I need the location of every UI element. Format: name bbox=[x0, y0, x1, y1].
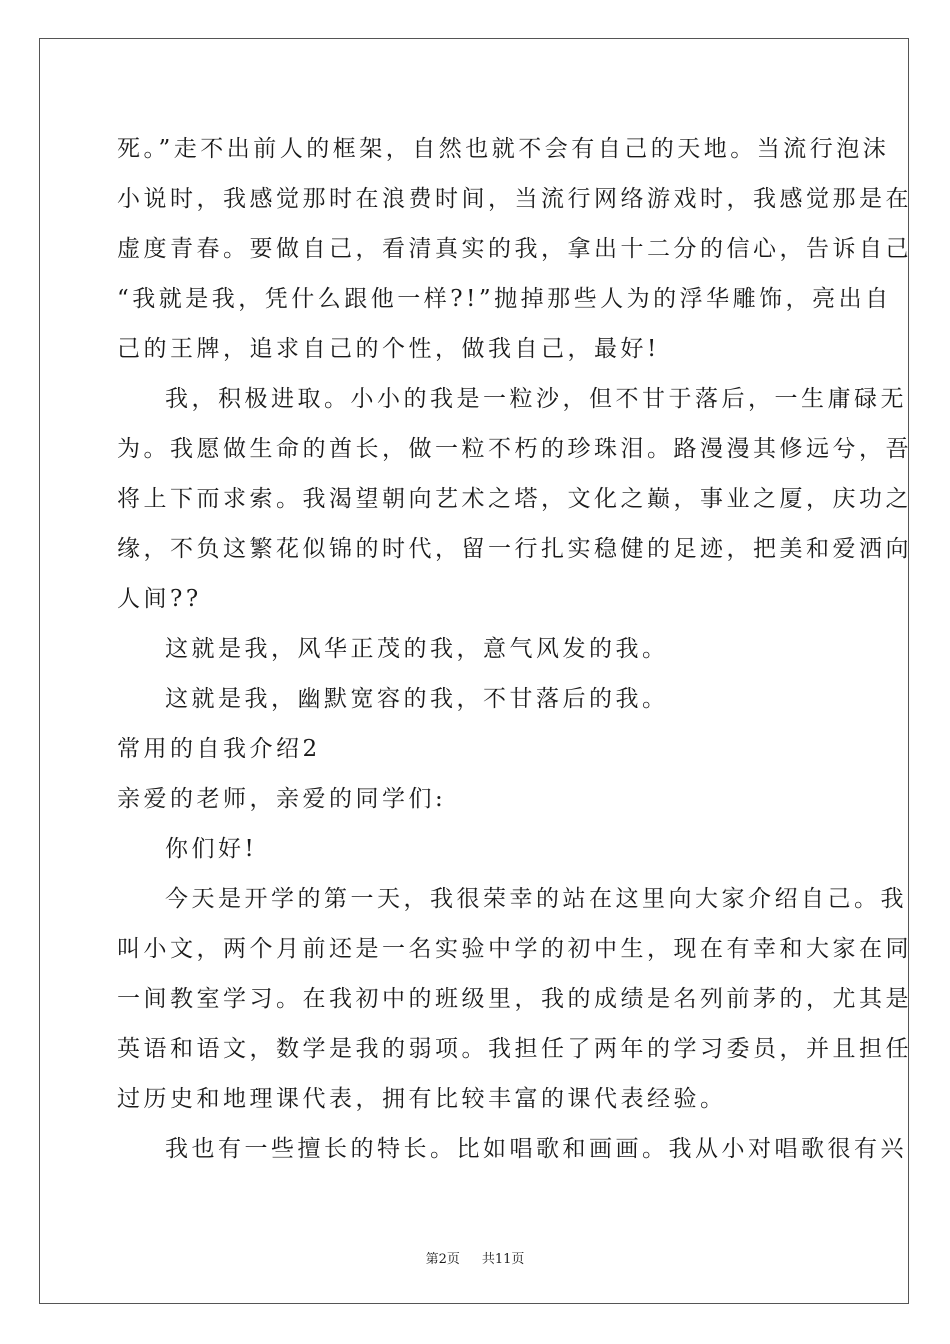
text-line-11: 这就是我，风华正茂的我，意气风发的我。 bbox=[165, 636, 669, 662]
text-line-1: 死。”走不出前人的框架，自然也就不会有自己的天地。当流行泡沫 bbox=[117, 136, 890, 162]
text-line-5: 己的王牌，追求自己的个性，做我自己，最好! bbox=[117, 336, 660, 362]
text-line-19: 英语和语文，数学是我的弱项。我担任了两年的学习委员，并且担任 bbox=[117, 1036, 912, 1062]
text-line-10: 人间?? bbox=[117, 586, 202, 612]
document-body bbox=[117, 124, 912, 1174]
page-number: 第2页 bbox=[425, 1252, 460, 1267]
text-line-2: 小说时，我感觉那时在浪费时间，当流行网络游戏时，我感觉那是在 bbox=[117, 186, 912, 212]
text-line-12: 这就是我，幽默宽容的我，不甘落后的我。 bbox=[165, 686, 669, 712]
text-line-4: “我就是我，凭什么跟他一样?!”抛掉那些人为的浮华雕饰，亮出自 bbox=[117, 286, 892, 312]
text-line-6: 我，积极进取。小小的我是一粒沙，但不甘于落后，一生庸碌无 bbox=[165, 386, 907, 412]
section-heading: 常用的自我介绍2 bbox=[117, 736, 321, 762]
text-line-8: 将上下而求索。我渴望朝向艺术之塔，文化之巅，事业之厦，庆功之 bbox=[117, 486, 912, 512]
page-footer bbox=[0, 1248, 950, 1267]
salutation: 亲爱的老师，亲爱的同学们: bbox=[117, 786, 447, 812]
greeting: 你们好! bbox=[165, 836, 258, 862]
text-line-20: 过历史和地理课代表，拥有比较丰富的课代表经验。 bbox=[117, 1086, 727, 1112]
text-line-7: 为。我愿做生命的酋长，做一粒不朽的珍珠泪。路漫漫其修远兮，吾 bbox=[117, 436, 912, 462]
page-total: 共11页 bbox=[481, 1252, 525, 1267]
text-line-21: 我也有一些擅长的特长。比如唱歌和画画。我从小对唱歌很有兴 bbox=[165, 1136, 907, 1162]
text-line-9: 缘，不负这繁花似锦的时代，留一行扎实稳健的足迹，把美和爱洒向 bbox=[117, 536, 912, 562]
text-line-16: 今天是开学的第一天，我很荣幸的站在这里向大家介绍自己。我 bbox=[165, 886, 907, 912]
text-line-18: 一间教室学习。在我初中的班级里，我的成绩是名列前茅的，尤其是 bbox=[117, 986, 912, 1012]
text-line-17: 叫小文，两个月前还是一名实验中学的初中生，现在有幸和大家在同 bbox=[117, 936, 912, 962]
text-line-3: 虚度青春。要做自己，看清真实的我，拿出十二分的信心，告诉自己 bbox=[117, 236, 912, 262]
